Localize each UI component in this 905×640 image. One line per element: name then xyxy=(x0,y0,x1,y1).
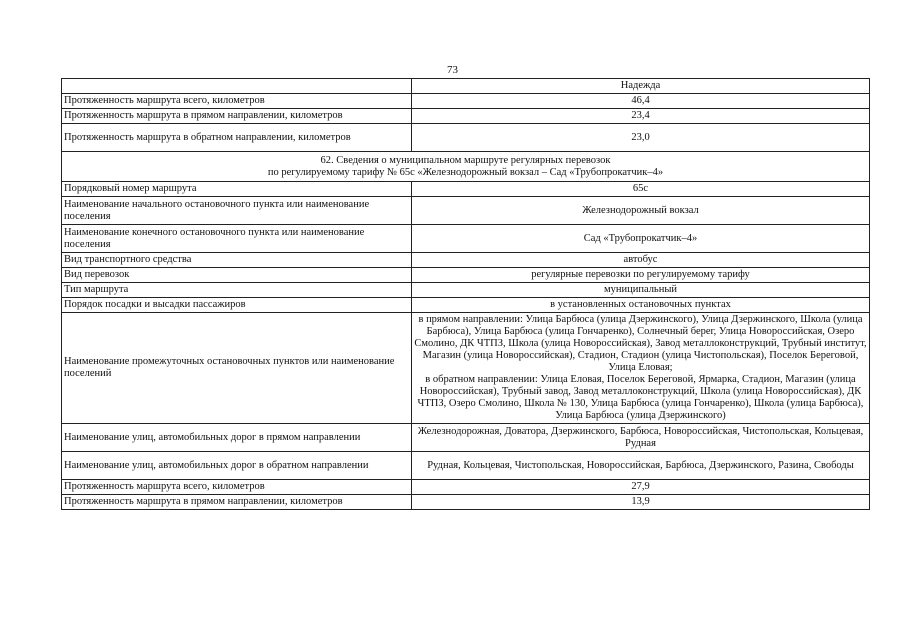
row-value: 46,4 xyxy=(412,94,870,109)
page-number: 73 xyxy=(447,64,458,76)
row-label: Наименование начального остановочного пункта или наименование поселения xyxy=(62,197,412,225)
table-row xyxy=(62,313,870,424)
row-value: 23,4 xyxy=(412,109,870,124)
table-row xyxy=(62,452,870,480)
row-value: 23,0 xyxy=(412,124,870,152)
section-title-line1: 62. Сведения о муниципальном маршруте регулярных перевозок xyxy=(320,154,611,166)
reverse-stops: в обратном направлении: Улица Еловая, Поселок Береговой, Ярмарка, Стадион, Магазин (улица Новороссийская), Трубный завод, Завод металлоконструкций, Школа (улица Новороссийская), ДК ЧТПЗ, Озеро Смолино, Школа № 130, Улица Барбюса (улица Гончаренко), Школа (улица Барбюса), Улица Барбюса (улица Дзержинского) xyxy=(417,374,864,421)
row-label: Порядок посадки и высадки пассажиров xyxy=(62,298,412,313)
section-title-line2: по регулируемому тарифу № 65с «Железнодорожный вокзал – Сад «Трубопрокатчик–4» xyxy=(267,166,664,178)
row-value: 27,9 xyxy=(412,480,870,495)
table-row xyxy=(62,253,870,268)
table-row xyxy=(62,182,870,197)
table-row xyxy=(62,298,870,313)
row-label: Протяженность маршрута в прямом направлении, километров xyxy=(62,109,412,124)
table-row xyxy=(62,225,870,253)
header-label-cell xyxy=(62,79,412,94)
row-value: регулярные перевозки по регулируемому тарифу xyxy=(412,268,870,283)
table-row xyxy=(62,495,870,510)
header-value-cell: Надежда xyxy=(412,79,870,94)
route-table xyxy=(61,78,870,510)
row-value: Рудная, Кольцевая, Чистопольская, Новороссийская, Барбюса, Дзержинского, Разина, Свободы xyxy=(412,452,870,480)
table-row xyxy=(62,109,870,124)
table-row xyxy=(62,94,870,109)
row-value: Сад «Трубопрокатчик–4» xyxy=(412,225,870,253)
section-title xyxy=(62,152,870,182)
section-row xyxy=(62,152,870,182)
row-label: Вид транспортного средства xyxy=(62,253,412,268)
table-row xyxy=(62,197,870,225)
row-label: Наименование улиц, автомобильных дорог в прямом направлении xyxy=(62,424,412,452)
table-row xyxy=(62,124,870,152)
row-label: Порядковый номер маршрута xyxy=(62,182,412,197)
row-value: автобус xyxy=(412,253,870,268)
table-row xyxy=(62,268,870,283)
row-label: Наименование улиц, автомобильных дорог в обратном направлении xyxy=(62,452,412,480)
table-row xyxy=(62,480,870,495)
row-label: Протяженность маршрута всего, километров xyxy=(62,94,412,109)
row-label: Протяженность маршрута в обратном направлении, километров xyxy=(62,124,412,152)
row-label: Наименование промежуточных остановочных пунктов или наименование поселений xyxy=(62,313,412,424)
row-value: в установленных остановочных пунктах xyxy=(412,298,870,313)
intermediate-stops-cell xyxy=(412,313,870,424)
row-value: муниципальный xyxy=(412,283,870,298)
row-label: Протяженность маршрута в прямом направлении, километров xyxy=(62,495,412,510)
row-value: Железнодорожная, Доватора, Дзержинского, Барбюса, Новороссийская, Чистопольская, Кольцевая, Рудная xyxy=(412,424,870,452)
forward-stops: в прямом направлении: Улица Барбюса (улица Дзержинского), Улица Дзержинского, Школа (улица Барбюса), Улица Барбюса (улица Гончаренко), Солнечный берег, Улица Новороссийская, Озеро Смолино, ДК ЧТПЗ, Школа (улица Новороссийская), Завод металлоконструкций, Трубный институт, Магазин (улица Новороссийская), Стадион, Стадион (улица Чистопольская), Поселок Береговой, Улица Еловая; xyxy=(414,314,867,373)
row-value: Железнодорожный вокзал xyxy=(412,197,870,225)
table-row xyxy=(62,424,870,452)
row-label: Наименование конечного остановочного пункта или наименование поселения xyxy=(62,225,412,253)
table-row xyxy=(62,79,870,94)
row-label: Протяженность маршрута всего, километров xyxy=(62,480,412,495)
row-label: Тип маршрута xyxy=(62,283,412,298)
row-value: 65с xyxy=(412,182,870,197)
row-value: 13,9 xyxy=(412,495,870,510)
row-label: Вид перевозок xyxy=(62,268,412,283)
table-row xyxy=(62,283,870,298)
